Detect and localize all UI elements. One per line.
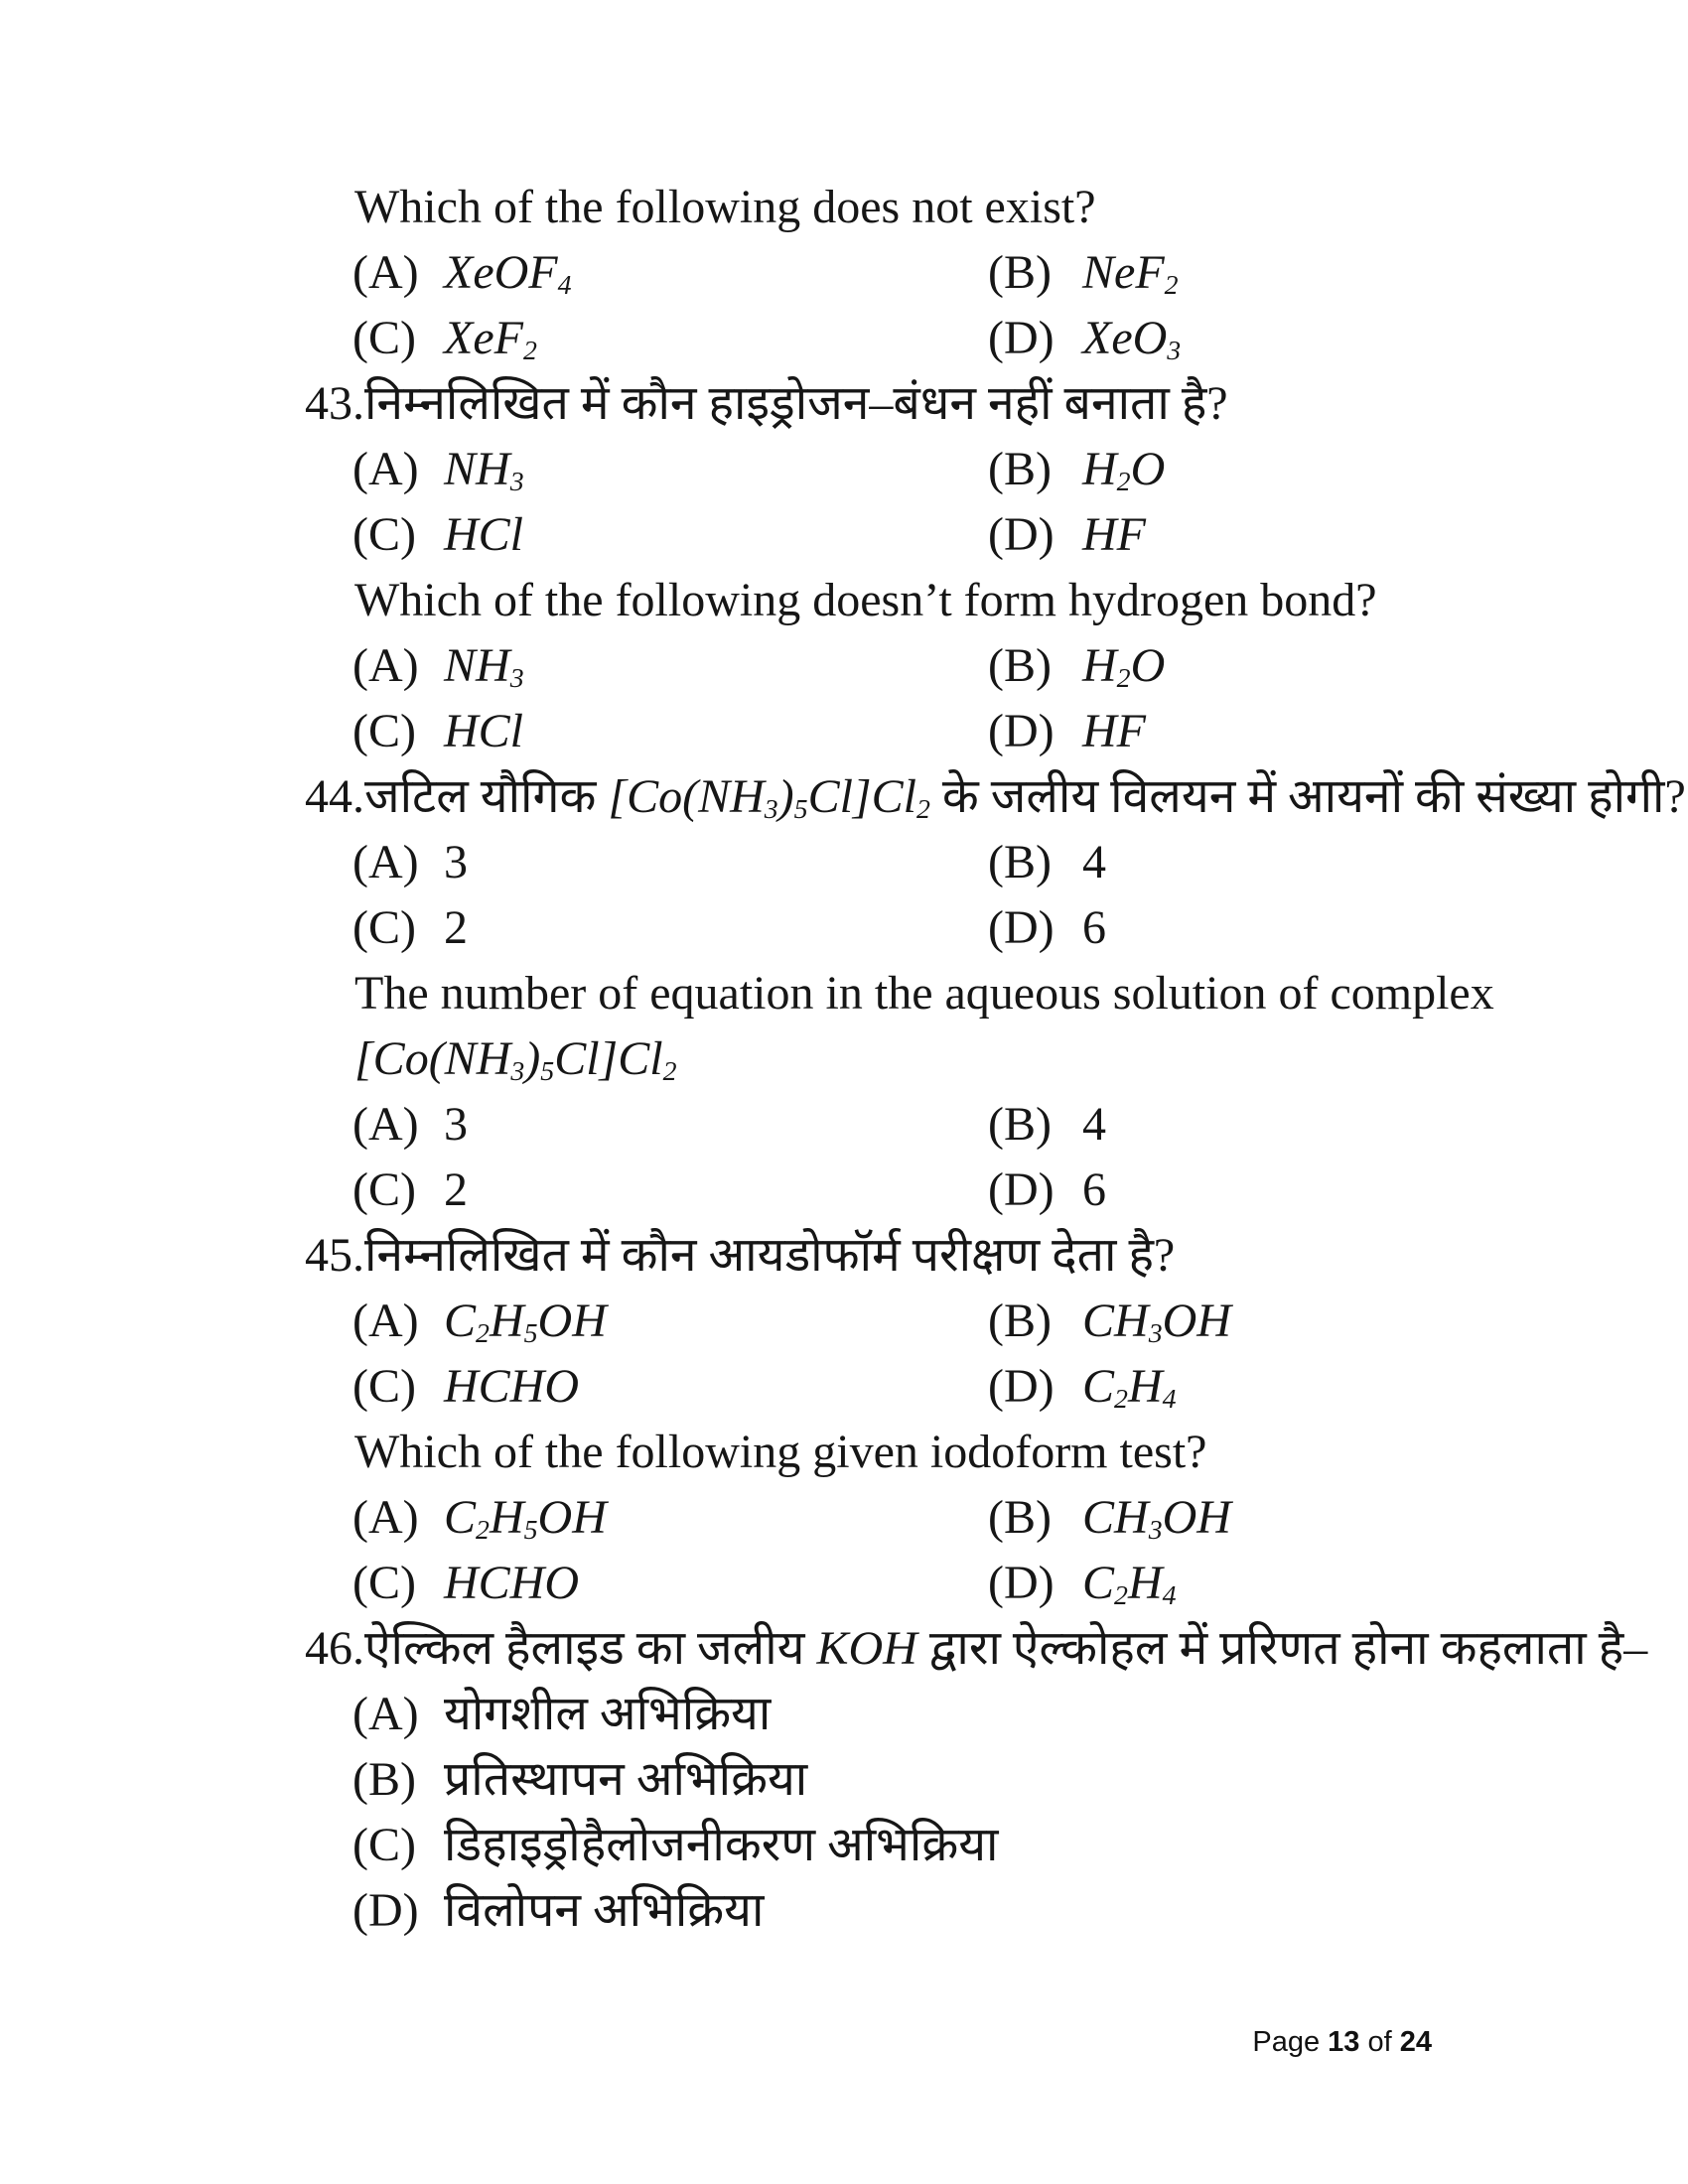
formula-text: HCHO	[444, 1557, 580, 1609]
option-label: (B)	[988, 246, 1052, 299]
options-pair	[0, 1289, 1688, 1354]
options-pair	[0, 830, 1688, 895]
option-label: (B)	[988, 1098, 1052, 1151]
option-label: (C)	[352, 705, 416, 757]
question-text-run: Which of the following does not exist?	[354, 181, 1096, 233]
formula-text: Cl]Cl	[807, 770, 916, 823]
formula-text: O	[1130, 639, 1166, 692]
formula-text: H	[1127, 1360, 1163, 1413]
question-text-run: The number of equation in the aqueous solution of complex	[354, 967, 1494, 1020]
question-text-run: Which of the following given iodoform test?	[354, 1426, 1207, 1478]
option-single	[0, 1813, 1688, 1878]
question-number: 46.	[305, 1622, 364, 1675]
option-label: (A)	[352, 1098, 419, 1151]
question-number: 43.	[305, 377, 364, 430]
formula-subscript: 2	[1116, 663, 1131, 695]
options-pair	[0, 1485, 1688, 1551]
question-text-run: Which of the following doesn’t form hydrogen bond?	[354, 574, 1377, 626]
formula-subscript: 2	[1114, 1384, 1128, 1416]
chemical-formula	[1082, 240, 1179, 306]
option-label: (B)	[988, 639, 1052, 692]
option-label: (B)	[988, 1295, 1052, 1347]
question-number: 45.	[305, 1229, 364, 1282]
question-line	[305, 764, 1686, 830]
page-footer	[1252, 2025, 1432, 2059]
option-single	[0, 1747, 1688, 1813]
option-label: (A)	[352, 639, 419, 692]
formula-subscript: 2	[476, 1318, 490, 1350]
question-text-run: जटिल यौगिक	[364, 770, 609, 823]
question-english	[0, 175, 1688, 240]
formula-text: C	[444, 1295, 477, 1347]
formula-subscript: 4	[1162, 1580, 1177, 1612]
option-label: (D)	[988, 901, 1055, 954]
option-label: (C)	[352, 508, 416, 561]
option-value: 4	[1082, 1098, 1106, 1151]
question-numbered	[0, 1616, 1688, 1682]
formula-subscript: 3	[1148, 1515, 1163, 1547]
option-label: (C)	[352, 1163, 416, 1216]
option-label: (D)	[352, 1884, 419, 1937]
question-english	[0, 568, 1688, 633]
option-label: (D)	[988, 1360, 1055, 1413]
options-pair	[0, 306, 1688, 371]
formula-subscript: 5	[523, 1318, 538, 1350]
formula-subscript: 3	[764, 794, 778, 826]
question-text-run: निम्नलिखित में कौन हाइड्रोजन–बंधन नहीं बनाता है?	[364, 377, 1228, 430]
question-line	[305, 1616, 1647, 1682]
option-value: 4	[1082, 836, 1106, 888]
question-text	[354, 175, 1096, 240]
formula-text: HF	[1082, 705, 1146, 757]
question-text-run: द्वारा ऐल्कोहल में प्ररिणत होना कहलाता है–	[916, 1622, 1648, 1675]
formula-text: OH	[537, 1491, 607, 1544]
formula-subscript: 3	[1167, 336, 1182, 367]
option-value-hindi: प्रतिस्थापन अभिक्रिया	[444, 1753, 808, 1806]
chemical-formula	[444, 437, 524, 502]
formula-text: H	[1082, 443, 1117, 495]
question-line	[305, 371, 1228, 437]
chemical-formula	[444, 633, 524, 699]
options-pair	[0, 895, 1688, 961]
option-single	[0, 1878, 1688, 1944]
question-numbered	[0, 764, 1688, 830]
footer-run: of	[1359, 2026, 1400, 2058]
formula-subscript: 2	[915, 794, 930, 826]
chemical-formula	[608, 770, 930, 826]
option-value: 3	[444, 836, 468, 888]
formula-subscript: 5	[793, 794, 808, 826]
option-label: (C)	[352, 1360, 416, 1413]
option-label: (A)	[352, 1295, 419, 1347]
options-pair	[0, 502, 1688, 568]
formula-text: NH	[444, 639, 510, 692]
question-text-run: ऐल्किल हैलाइड का जलीय	[364, 1622, 817, 1675]
chemical-formula	[1082, 502, 1146, 568]
formula-text: OH	[1162, 1491, 1231, 1544]
formula-subscript: 4	[1162, 1384, 1177, 1416]
options-pair	[0, 633, 1688, 699]
chemical-formula	[444, 1289, 607, 1354]
option-label: (B)	[988, 1491, 1052, 1544]
formula-subscript: 2	[476, 1515, 490, 1547]
chemical-formula	[444, 306, 537, 371]
formula-text: NH	[444, 443, 510, 495]
chemical-formula	[1082, 699, 1146, 764]
option-label: (A)	[352, 246, 419, 299]
formula-text: C	[1082, 1557, 1115, 1609]
chemical-formula	[444, 1551, 579, 1616]
formula-subscript: 5	[540, 1056, 555, 1088]
options-pair	[0, 1158, 1688, 1223]
chemical-formula	[1082, 1485, 1231, 1551]
question-english	[0, 961, 1688, 1026]
formula-text: HCl	[444, 705, 524, 757]
formula-text: H	[489, 1295, 524, 1347]
option-value: 6	[1082, 1163, 1106, 1216]
question-text	[354, 1420, 1206, 1485]
option-value: 6	[1082, 901, 1106, 954]
option-value: 3	[444, 1098, 468, 1151]
formula-subscript: 2	[1114, 1580, 1128, 1612]
question-number: 44.	[305, 770, 364, 823]
chemical-formula	[1082, 1354, 1177, 1420]
formula-text: XeO	[1082, 312, 1168, 364]
formula-text: [Co(NH	[608, 770, 765, 823]
options-pair	[0, 240, 1688, 306]
option-label: (D)	[988, 705, 1055, 757]
formula-subscript: 3	[509, 663, 524, 695]
chemical-formula	[444, 699, 523, 764]
formula-text: )	[777, 770, 794, 823]
option-label: (B)	[988, 836, 1052, 888]
formula-text: HCl	[444, 508, 524, 561]
option-value-hindi: डिहाइड्रोहैलोजनीकरण अभिक्रिया	[444, 1819, 999, 1871]
formula-text: HF	[1082, 508, 1146, 561]
footer-page-total: 24	[1399, 2026, 1432, 2058]
footer-run: Page	[1252, 2026, 1329, 2058]
option-value: 2	[444, 1163, 468, 1216]
option-label: (B)	[988, 443, 1052, 495]
chemical-formula	[354, 1032, 677, 1088]
formula-text: OH	[1162, 1295, 1231, 1347]
option-label: (D)	[988, 508, 1055, 561]
question-numbered	[0, 1223, 1688, 1289]
option-label: (A)	[352, 443, 419, 495]
formula-text: [Co(NH	[354, 1032, 511, 1085]
chemical-formula	[1082, 306, 1181, 371]
footer-page-label	[1252, 2026, 1432, 2058]
formula-subscript: 4	[557, 270, 572, 302]
footer-page-number: 13	[1328, 2026, 1360, 2058]
options-pair	[0, 699, 1688, 764]
formula-text: Cl]Cl	[554, 1032, 663, 1085]
chemical-formula	[1082, 633, 1165, 699]
option-label: (D)	[988, 312, 1055, 364]
formula-text: H	[1082, 639, 1117, 692]
options-pair	[0, 437, 1688, 502]
option-label: (A)	[352, 1491, 419, 1544]
option-label: (D)	[988, 1163, 1055, 1216]
question-english	[0, 1026, 1688, 1092]
option-label: (A)	[352, 836, 419, 888]
option-label: (B)	[352, 1753, 416, 1806]
option-value-hindi: योगशील अभिक्रिया	[444, 1688, 772, 1740]
formula-text: CH	[1082, 1295, 1149, 1347]
formula-subscript: 5	[523, 1515, 538, 1547]
formula-text: HCHO	[444, 1360, 580, 1413]
chemical-formula	[444, 1485, 607, 1551]
question-text	[354, 961, 1494, 1026]
formula-subscript: 2	[1164, 270, 1179, 302]
options-pair	[0, 1092, 1688, 1158]
formula-text: KOH	[816, 1622, 917, 1675]
options-pair	[0, 1354, 1688, 1420]
question-english	[0, 1420, 1688, 1485]
option-label: (C)	[352, 901, 416, 954]
chemical-formula	[816, 1622, 916, 1675]
option-label: (C)	[352, 1819, 416, 1871]
chemical-formula	[1082, 1551, 1177, 1616]
formula-subscript: 2	[522, 336, 537, 367]
option-label: (C)	[352, 1557, 416, 1609]
chemical-formula	[444, 240, 572, 306]
option-label: (C)	[352, 312, 416, 364]
formula-subscript: 3	[1148, 1318, 1163, 1350]
formula-text: O	[1130, 443, 1166, 495]
question-text	[354, 568, 1377, 633]
options-pair	[0, 1551, 1688, 1616]
option-label: (D)	[988, 1557, 1055, 1609]
chemical-formula	[444, 502, 523, 568]
chemical-formula	[1082, 1289, 1231, 1354]
formula-text: )	[524, 1032, 541, 1085]
formula-text: C	[1082, 1360, 1115, 1413]
formula-text: CH	[1082, 1491, 1149, 1544]
option-single	[0, 1682, 1688, 1747]
formula-subscript: 3	[509, 467, 524, 498]
formula-text: C	[444, 1491, 477, 1544]
option-label: (A)	[352, 1688, 419, 1740]
option-value: 2	[444, 901, 468, 954]
formula-text: XeOF	[444, 246, 558, 299]
formula-text: OH	[537, 1295, 607, 1347]
formula-text: H	[489, 1491, 524, 1544]
chemical-formula	[444, 1354, 579, 1420]
question-text-run: निम्नलिखित में कौन आयडोफॉर्म परीक्षण देता है?	[364, 1229, 1176, 1282]
question-line	[305, 1223, 1175, 1289]
formula-text: XeF	[444, 312, 523, 364]
formula-text: NeF	[1082, 246, 1165, 299]
exam-content	[0, 175, 1688, 1944]
formula-subscript: 3	[510, 1056, 525, 1088]
formula-text: H	[1127, 1557, 1163, 1609]
option-value-hindi: विलोपन अभिक्रिया	[444, 1884, 765, 1937]
question-text-run: के जलीय विलयन में आयनों की संख्या होगी?	[929, 770, 1686, 823]
chemical-formula	[1082, 437, 1165, 502]
formula-subscript: 2	[662, 1056, 677, 1088]
formula-subscript: 2	[1116, 467, 1131, 498]
question-numbered	[0, 371, 1688, 437]
question-text	[354, 1026, 677, 1092]
